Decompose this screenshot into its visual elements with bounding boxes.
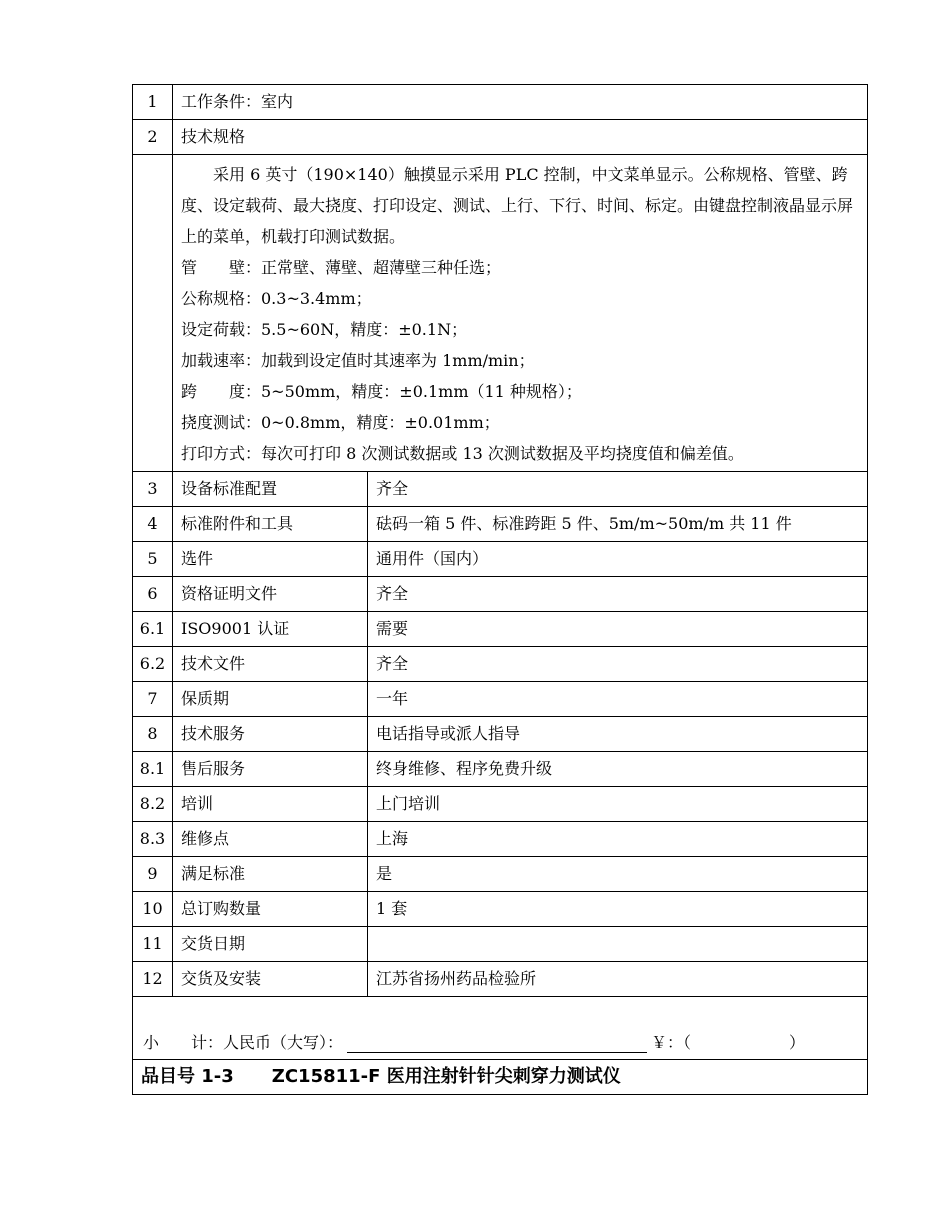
table-row [133,717,868,752]
row-number: 12 [133,962,173,997]
row-number: 8.2 [133,787,173,822]
row-value: 上门培训 [368,787,868,822]
spec-line: 管 壁：正常壁、薄壁、超薄壁三种任选； [181,258,502,277]
row-label: 售后服务 [173,752,368,787]
spec-row [133,155,868,472]
row-value: 终身维修、程序免费升级 [368,752,868,787]
row-label: 维修点 [173,822,368,857]
row-number: 8 [133,717,173,752]
table-row [133,892,868,927]
row-number: 4 [133,507,173,542]
row-label: 选件 [173,542,368,577]
row-label: 满足标准 [173,857,368,892]
table-row [133,507,868,542]
row-label: 标准附件和工具 [173,507,368,542]
row-label: 总订购数量 [173,892,368,927]
row-value: 通用件（国内） [368,542,868,577]
table-row [133,752,868,787]
row-number: 7 [133,682,173,717]
row-label: 资格证明文件 [173,577,368,612]
table-row [133,85,868,120]
row-label: 交货日期 [173,927,368,962]
table-row [133,120,868,155]
spec-table [132,84,868,1095]
table-row [133,682,868,717]
table-row [133,857,868,892]
row-number: 3 [133,472,173,507]
row-value: 齐全 [368,472,868,507]
spec-line: 跨 度：5~50mm，精度：±0.1mm（11 种规格）； [181,382,582,401]
row-label: 培训 [173,787,368,822]
row-value: 江苏省扬州药品检验所 [368,962,868,997]
row-number: 9 [133,857,173,892]
row-label: 设备标准配置 [173,472,368,507]
next-item-heading [133,1060,868,1095]
row-value: 齐全 [368,647,868,682]
row-number: 8.1 [133,752,173,787]
spec-intro: 采用 6 英寸（190×140）触摸显示采用 PLC 控制，中文菜单显示。公称规格、管壁、跨度、设定载荷、最大挠度、打印设定、测试、上行、下行、时间、标定。由键盘控制液晶显示屏上的菜单，机载打印测试数据。 [181,165,854,246]
row-number: 11 [133,927,173,962]
row-label: 技术服务 [173,717,368,752]
row-number-empty [133,155,173,472]
item-title: ZC15811-F 医用注射针针尖刺穿力测试仪 [271,1066,621,1087]
row-value: 上海 [368,822,868,857]
row-number: 6.2 [133,647,173,682]
item-number: 品目号 1-3 [141,1066,234,1087]
subtotal-row [133,997,868,1060]
row-number: 5 [133,542,173,577]
table-row [133,542,868,577]
spec-line: 设定荷载：5.5~60N，精度：±0.1N； [181,320,468,339]
row-number: 10 [133,892,173,927]
row-number: 1 [133,85,173,120]
amount-in-words-field[interactable] [347,1034,647,1053]
subtotal-cell [133,997,868,1060]
table-row [133,472,868,507]
row-value: 电话指导或派人指导 [368,717,868,752]
spec-line: 打印方式：每次可打印 8 次测试数据或 13 次测试数据及平均挠度值和偏差值。 [181,444,744,463]
table-row [133,577,868,612]
row-label: 交货及安装 [173,962,368,997]
row-label: 技术文件 [173,647,368,682]
row-value: 齐全 [368,577,868,612]
spec-line: 公称规格：0.3~3.4mm； [181,289,372,308]
spec-block [173,155,868,472]
row-value: 一年 [368,682,868,717]
subtotal-label: 小 计：人民币（大写）： [143,1033,344,1052]
row-number: 2 [133,120,173,155]
row-value: 1 套 [368,892,868,927]
delivery-date-value[interactable] [368,927,868,962]
row-value: 砝码一箱 5 件、标准跨距 5 件、5m/m~50m/m 共 11 件 [368,507,868,542]
table-row [133,612,868,647]
spec-line: 加载速率：加载到设定值时其速率为 1mm/min； [181,351,535,370]
table-row [133,962,868,997]
currency-close: ） [789,1033,806,1052]
table-row [133,647,868,682]
table-row [133,822,868,857]
row-value: 需要 [368,612,868,647]
work-condition: 工作条件：室内 [173,85,868,120]
row-number: 6 [133,577,173,612]
row-value: 是 [368,857,868,892]
row-number: 8.3 [133,822,173,857]
table-row [133,927,868,962]
tech-spec-heading: 技术规格 [173,120,868,155]
next-item-row [133,1060,868,1095]
currency-label: ￥：（ [651,1033,692,1052]
row-number: 6.1 [133,612,173,647]
row-label: 保质期 [173,682,368,717]
row-label: ISO9001 认证 [173,612,368,647]
table-row [133,787,868,822]
spec-line: 挠度测试：0~0.8mm，精度：±0.01mm； [181,413,500,432]
